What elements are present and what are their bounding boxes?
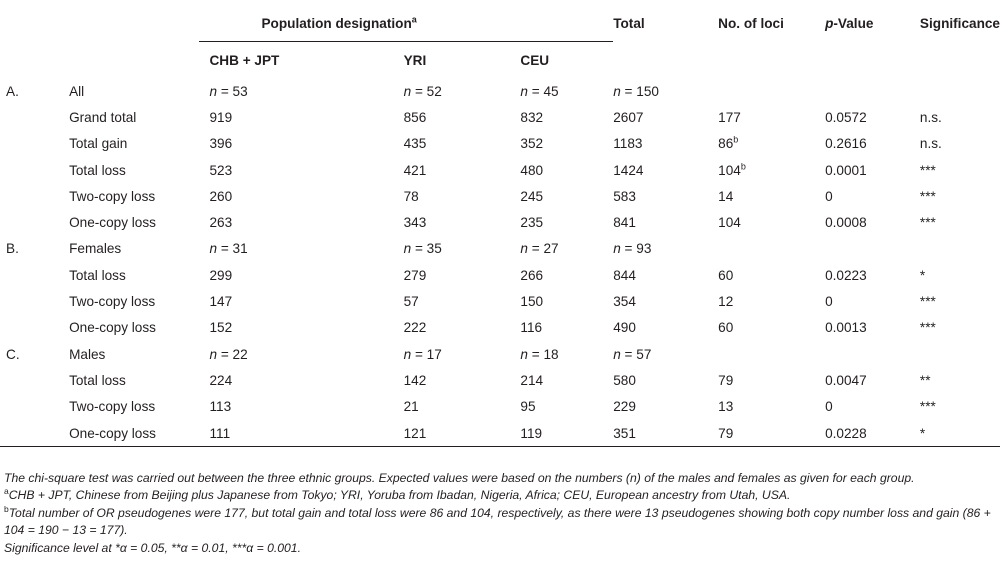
- value-p-text: 0: [825, 294, 833, 310]
- n-symbol: n: [520, 241, 528, 257]
- results-table: [0, 4, 1000, 447]
- value-ceu: [520, 183, 613, 209]
- value-ceu-text: 116: [520, 320, 543, 336]
- note-significance: Significance level at *α = 0.05, **α = 0.01, ***α = 0.001.: [4, 540, 301, 555]
- value-p-text: 0.0008: [825, 215, 867, 231]
- row-label: Two-copy loss: [69, 294, 156, 310]
- table-row: [0, 420, 1000, 447]
- value-ceu: [520, 262, 613, 288]
- value-ceu: [520, 209, 613, 235]
- value-ceu-text: 480: [520, 162, 544, 178]
- value-chb-jpt: [199, 262, 403, 288]
- value-total: [613, 288, 718, 314]
- value-loci-text: 79: [718, 425, 734, 441]
- value-p: [825, 78, 920, 104]
- value-p: [825, 341, 920, 367]
- value-chb-jpt: [199, 209, 403, 235]
- value-yri: [404, 78, 521, 104]
- value-total-text: 841: [613, 215, 636, 231]
- value-p: [825, 104, 920, 130]
- table-row: [0, 157, 1000, 183]
- n-symbol: n: [403, 241, 412, 257]
- value-significance: [920, 78, 1000, 104]
- value-total: [613, 341, 718, 367]
- value-p-text: 0: [825, 188, 833, 204]
- value-chb-jpt: [199, 104, 403, 130]
- value-chb-jpt-text: 396: [209, 136, 233, 152]
- value-p-text: 0: [825, 399, 833, 415]
- value-chb-jpt-text: 152: [209, 320, 233, 336]
- value-significance-text: **: [919, 372, 931, 388]
- value-chb-jpt: [199, 341, 403, 367]
- n-value: = 35: [411, 241, 442, 257]
- loci-header: No. of loci: [718, 15, 784, 31]
- value-loci-text: 12: [718, 294, 734, 310]
- value-total: [613, 394, 718, 420]
- table-body: [0, 78, 1000, 447]
- table-row: [0, 288, 1000, 314]
- value-ceu: [520, 394, 613, 420]
- section-cell: A.: [6, 83, 19, 99]
- value-yri: [404, 367, 521, 393]
- n-symbol: n: [209, 83, 218, 99]
- n-value: = 18: [527, 346, 559, 362]
- table-row: [0, 183, 1000, 209]
- value-ceu: [520, 367, 613, 393]
- value-ceu-text: 832: [520, 109, 544, 125]
- value-p-text: 0.2616: [825, 136, 867, 152]
- row-label: Grand total: [69, 109, 137, 125]
- section-cell: B.: [6, 241, 19, 257]
- n-symbol: n: [403, 83, 412, 99]
- header-row-groups: [0, 42, 1000, 78]
- value-loci: [718, 288, 825, 314]
- population-designation-header: Population designation$^a$: [199, 4, 613, 42]
- value-total-text: 490: [613, 320, 636, 336]
- section-cell: [0, 315, 69, 341]
- table-row: [0, 315, 1000, 341]
- row-label: All: [69, 83, 85, 99]
- n-value: = 17: [411, 346, 442, 362]
- value-chb-jpt: [199, 288, 403, 314]
- value-ceu-text: 119: [520, 425, 543, 441]
- value-ceu: [520, 78, 613, 104]
- table-row: [0, 209, 1000, 235]
- n-value: = 57: [620, 346, 652, 362]
- table-row: [0, 78, 1000, 104]
- value-total-text: 351: [613, 425, 636, 441]
- n-value: = 53: [217, 83, 248, 99]
- value-total-text: 2607: [613, 109, 644, 125]
- value-ceu: [520, 131, 613, 157]
- value-significance: [920, 262, 1000, 288]
- n-symbol: n: [403, 346, 412, 362]
- value-significance-text: ***: [919, 320, 936, 336]
- value-p-text: 0.0228: [825, 425, 867, 441]
- n-symbol: n: [520, 83, 528, 99]
- value-p-text: 0.0572: [825, 109, 867, 125]
- value-yri: [404, 341, 521, 367]
- value-ceu-text: 95: [520, 399, 536, 415]
- value-total: [613, 157, 718, 183]
- value-p: [825, 315, 920, 341]
- value-significance: [920, 367, 1000, 393]
- value-significance: [920, 341, 1000, 367]
- row-label: Total loss: [69, 162, 126, 178]
- section-cell: [0, 209, 69, 235]
- value-total-text: 583: [613, 188, 636, 204]
- section-cell: [0, 157, 69, 183]
- value-loci-text: 79: [718, 372, 734, 388]
- value-loci: [718, 262, 825, 288]
- value-loci: [718, 341, 825, 367]
- value-p: [825, 420, 920, 447]
- value-p: [825, 183, 920, 209]
- group-header-yri: YRI: [403, 52, 427, 68]
- value-yri-text: 279: [403, 267, 427, 283]
- value-p-text: 0.0047: [825, 372, 867, 388]
- value-ceu-text: 235: [520, 215, 544, 231]
- value-p: [825, 288, 920, 314]
- value-significance-text: *: [919, 425, 926, 441]
- value-p: [825, 157, 920, 183]
- value-loci: [718, 420, 825, 447]
- value-significance: [920, 315, 1000, 341]
- row-label: Females: [69, 241, 122, 257]
- n-value: = 93: [620, 241, 652, 257]
- value-yri-text: 121: [403, 425, 427, 441]
- row-label: Total loss: [69, 372, 126, 388]
- value-significance-text: ***: [919, 294, 936, 310]
- table-row: [0, 341, 1000, 367]
- row-label: Males: [69, 346, 106, 362]
- value-significance: [920, 420, 1000, 447]
- value-p: [825, 209, 920, 235]
- value-yri: [404, 262, 521, 288]
- value-loci-text: 86: [718, 136, 734, 152]
- value-ceu-text: 150: [520, 294, 544, 310]
- value-chb-jpt-text: 260: [209, 188, 233, 204]
- value-ceu-text: 266: [520, 267, 544, 283]
- significance-header: Significance: [919, 15, 1000, 31]
- value-p: [825, 236, 920, 262]
- value-loci: [718, 315, 825, 341]
- value-significance: [920, 131, 1000, 157]
- value-total: [613, 367, 718, 393]
- table-row: [0, 131, 1000, 157]
- table-notes: [4, 470, 994, 557]
- value-yri: [404, 420, 521, 447]
- row-label: One-copy loss: [69, 320, 156, 336]
- n-value: = 22: [217, 346, 248, 362]
- n-symbol: n: [613, 241, 621, 257]
- value-total: [613, 209, 718, 235]
- value-p-text: 0.0001: [825, 162, 867, 178]
- section-cell: [0, 262, 69, 288]
- value-ceu-text: 245: [520, 188, 544, 204]
- value-loci: [718, 183, 825, 209]
- value-yri: [404, 236, 521, 262]
- value-yri: [404, 104, 521, 130]
- value-total: [613, 262, 718, 288]
- value-total: [613, 236, 718, 262]
- table-row: [0, 367, 1000, 393]
- section-cell: C.: [6, 346, 20, 362]
- value-p: [825, 367, 920, 393]
- row-label: One-copy loss: [69, 215, 156, 231]
- value-chb-jpt: [199, 131, 403, 157]
- value-significance-text: ***: [919, 162, 936, 178]
- total-header: Total: [613, 15, 645, 31]
- value-yri-text: 856: [403, 109, 427, 125]
- table-row: [0, 262, 1000, 288]
- value-loci-text: 104: [718, 162, 741, 178]
- value-yri: [404, 315, 521, 341]
- loci-footnote-mark: b: [733, 134, 739, 145]
- value-loci: [718, 394, 825, 420]
- value-chb-jpt-text: 299: [209, 267, 233, 283]
- value-loci: [718, 131, 825, 157]
- group-header-chb-jpt: CHB + JPT: [209, 52, 280, 68]
- value-chb-jpt-text: 919: [209, 109, 233, 125]
- row-label: One-copy loss: [69, 420, 199, 447]
- value-p: [825, 394, 920, 420]
- value-significance: [920, 236, 1000, 262]
- row-label: Two-copy loss: [69, 399, 156, 415]
- section-cell: [0, 394, 69, 420]
- value-loci: [718, 236, 825, 262]
- value-total: [613, 183, 718, 209]
- value-loci-text: 177: [718, 109, 741, 125]
- value-ceu: [520, 341, 613, 367]
- value-p: [825, 131, 920, 157]
- section-cell: [0, 288, 69, 314]
- value-chb-jpt-text: 147: [209, 294, 233, 310]
- value-p-text: 0.0223: [825, 267, 867, 283]
- value-loci: [718, 78, 825, 104]
- value-significance-text: ***: [919, 399, 936, 415]
- value-loci: [718, 157, 825, 183]
- value-ceu: [520, 420, 613, 447]
- value-chb-jpt-text: 263: [209, 215, 233, 231]
- value-yri-text: 78: [403, 188, 419, 204]
- value-yri: [404, 209, 521, 235]
- value-total-text: 844: [613, 267, 636, 283]
- section-cell: [0, 104, 69, 130]
- value-loci-text: 14: [718, 188, 734, 204]
- value-p: [825, 262, 920, 288]
- header-row-top: [0, 4, 1000, 42]
- value-significance: [920, 183, 1000, 209]
- table-row: [0, 104, 1000, 130]
- value-loci-text: 104: [718, 215, 741, 231]
- n-symbol: n: [613, 346, 621, 362]
- row-label: Total gain: [69, 136, 128, 152]
- value-loci: [718, 104, 825, 130]
- value-yri-text: 222: [403, 320, 427, 336]
- row-label: Total loss: [69, 267, 126, 283]
- note-main: The chi-square test was carried out between the three ethnic groups. Expected values were based on the numbers (n) of the males and females as given for each group.: [4, 471, 915, 485]
- value-chb-jpt: [199, 78, 403, 104]
- value-yri: [404, 131, 521, 157]
- value-chb-jpt-text: 523: [209, 162, 233, 178]
- value-total-text: 354: [613, 294, 636, 310]
- value-significance: [920, 157, 1000, 183]
- value-yri-text: 435: [403, 136, 427, 152]
- n-value: = 52: [411, 83, 442, 99]
- n-symbol: n: [520, 346, 528, 362]
- n-symbol: n: [209, 346, 218, 362]
- value-significance-text: n.s.: [919, 136, 942, 152]
- value-chb-jpt: [199, 236, 403, 262]
- value-significance-text: ***: [919, 215, 936, 231]
- group-header-ceu: CEU: [520, 52, 550, 68]
- value-total-text: 229: [613, 399, 636, 415]
- value-total-text: 1183: [613, 136, 643, 152]
- value-chb-jpt-text: 111: [209, 425, 231, 441]
- value-total-text: 1424: [613, 162, 644, 178]
- value-yri-text: 57: [403, 294, 419, 310]
- value-ceu: [520, 288, 613, 314]
- value-significance: [920, 394, 1000, 420]
- value-total: [613, 315, 718, 341]
- section-cell: [0, 131, 69, 157]
- population-underline: [199, 41, 613, 42]
- value-total: [613, 104, 718, 130]
- n-symbol: n: [209, 241, 218, 257]
- pvalue-header: p-Value: [825, 15, 874, 31]
- section-cell: [0, 420, 69, 447]
- value-p-text: 0.0013: [825, 320, 867, 336]
- loci-footnote-mark: b: [740, 161, 746, 171]
- value-significance-text: n.s.: [919, 109, 942, 125]
- value-significance: [920, 104, 1000, 130]
- value-yri-text: 142: [403, 372, 427, 388]
- value-chb-jpt: [199, 394, 403, 420]
- value-yri: [404, 157, 521, 183]
- value-chb-jpt: [199, 157, 403, 183]
- n-value: = 31: [217, 241, 248, 257]
- row-label: Two-copy loss: [69, 188, 156, 204]
- value-total: [613, 420, 718, 447]
- n-value: = 45: [527, 83, 559, 99]
- note-b: $^b$Total number of OR pseudogenes were 177, but total gain and total loss were 86 and 104, respectively, as there were 13 pseudogenes showing both copy number loss and gain (86 + 104 = 190 − 13 = 177).: [4, 503, 991, 538]
- value-ceu-text: 352: [520, 136, 544, 152]
- value-significance-text: *: [919, 267, 926, 283]
- table-row: [0, 236, 1000, 262]
- value-chb-jpt-text: 224: [209, 372, 233, 388]
- value-yri-text: 421: [403, 162, 427, 178]
- value-loci: [718, 367, 825, 393]
- note-a: $^a$CHB + JPT, Chinese from Beijing plus Japanese from Tokyo; YRI, Yoruba from Ibadan, Nigeria, Africa; CEU, European ancestry from Utah, USA.: [4, 486, 791, 503]
- value-loci-text: 60: [718, 267, 734, 283]
- value-yri: [404, 394, 521, 420]
- value-loci: [718, 209, 825, 235]
- value-loci-text: 60: [718, 320, 734, 336]
- value-chb-jpt: [199, 420, 403, 447]
- value-total: [613, 131, 718, 157]
- value-total: [613, 78, 718, 104]
- value-loci-text: 13: [718, 399, 734, 415]
- value-chb-jpt: [199, 315, 403, 341]
- value-yri: [404, 288, 521, 314]
- value-ceu: [520, 315, 613, 341]
- n-value: = 150: [620, 83, 659, 99]
- section-cell: [0, 183, 69, 209]
- value-yri-text: 343: [403, 215, 427, 231]
- n-value: = 27: [527, 241, 559, 257]
- table-row: [0, 394, 1000, 420]
- value-significance: [920, 288, 1000, 314]
- value-ceu: [520, 157, 613, 183]
- value-significance-text: ***: [919, 188, 936, 204]
- value-chb-jpt-text: 113: [209, 399, 232, 415]
- value-chb-jpt: [199, 367, 403, 393]
- value-ceu-text: 214: [520, 372, 544, 388]
- value-chb-jpt: [199, 183, 403, 209]
- value-ceu: [520, 104, 613, 130]
- n-symbol: n: [613, 83, 621, 99]
- value-significance: [920, 209, 1000, 235]
- section-cell: [0, 367, 69, 393]
- value-yri: [404, 183, 521, 209]
- value-total-text: 580: [613, 372, 636, 388]
- value-yri-text: 21: [403, 399, 419, 415]
- value-ceu: [520, 236, 613, 262]
